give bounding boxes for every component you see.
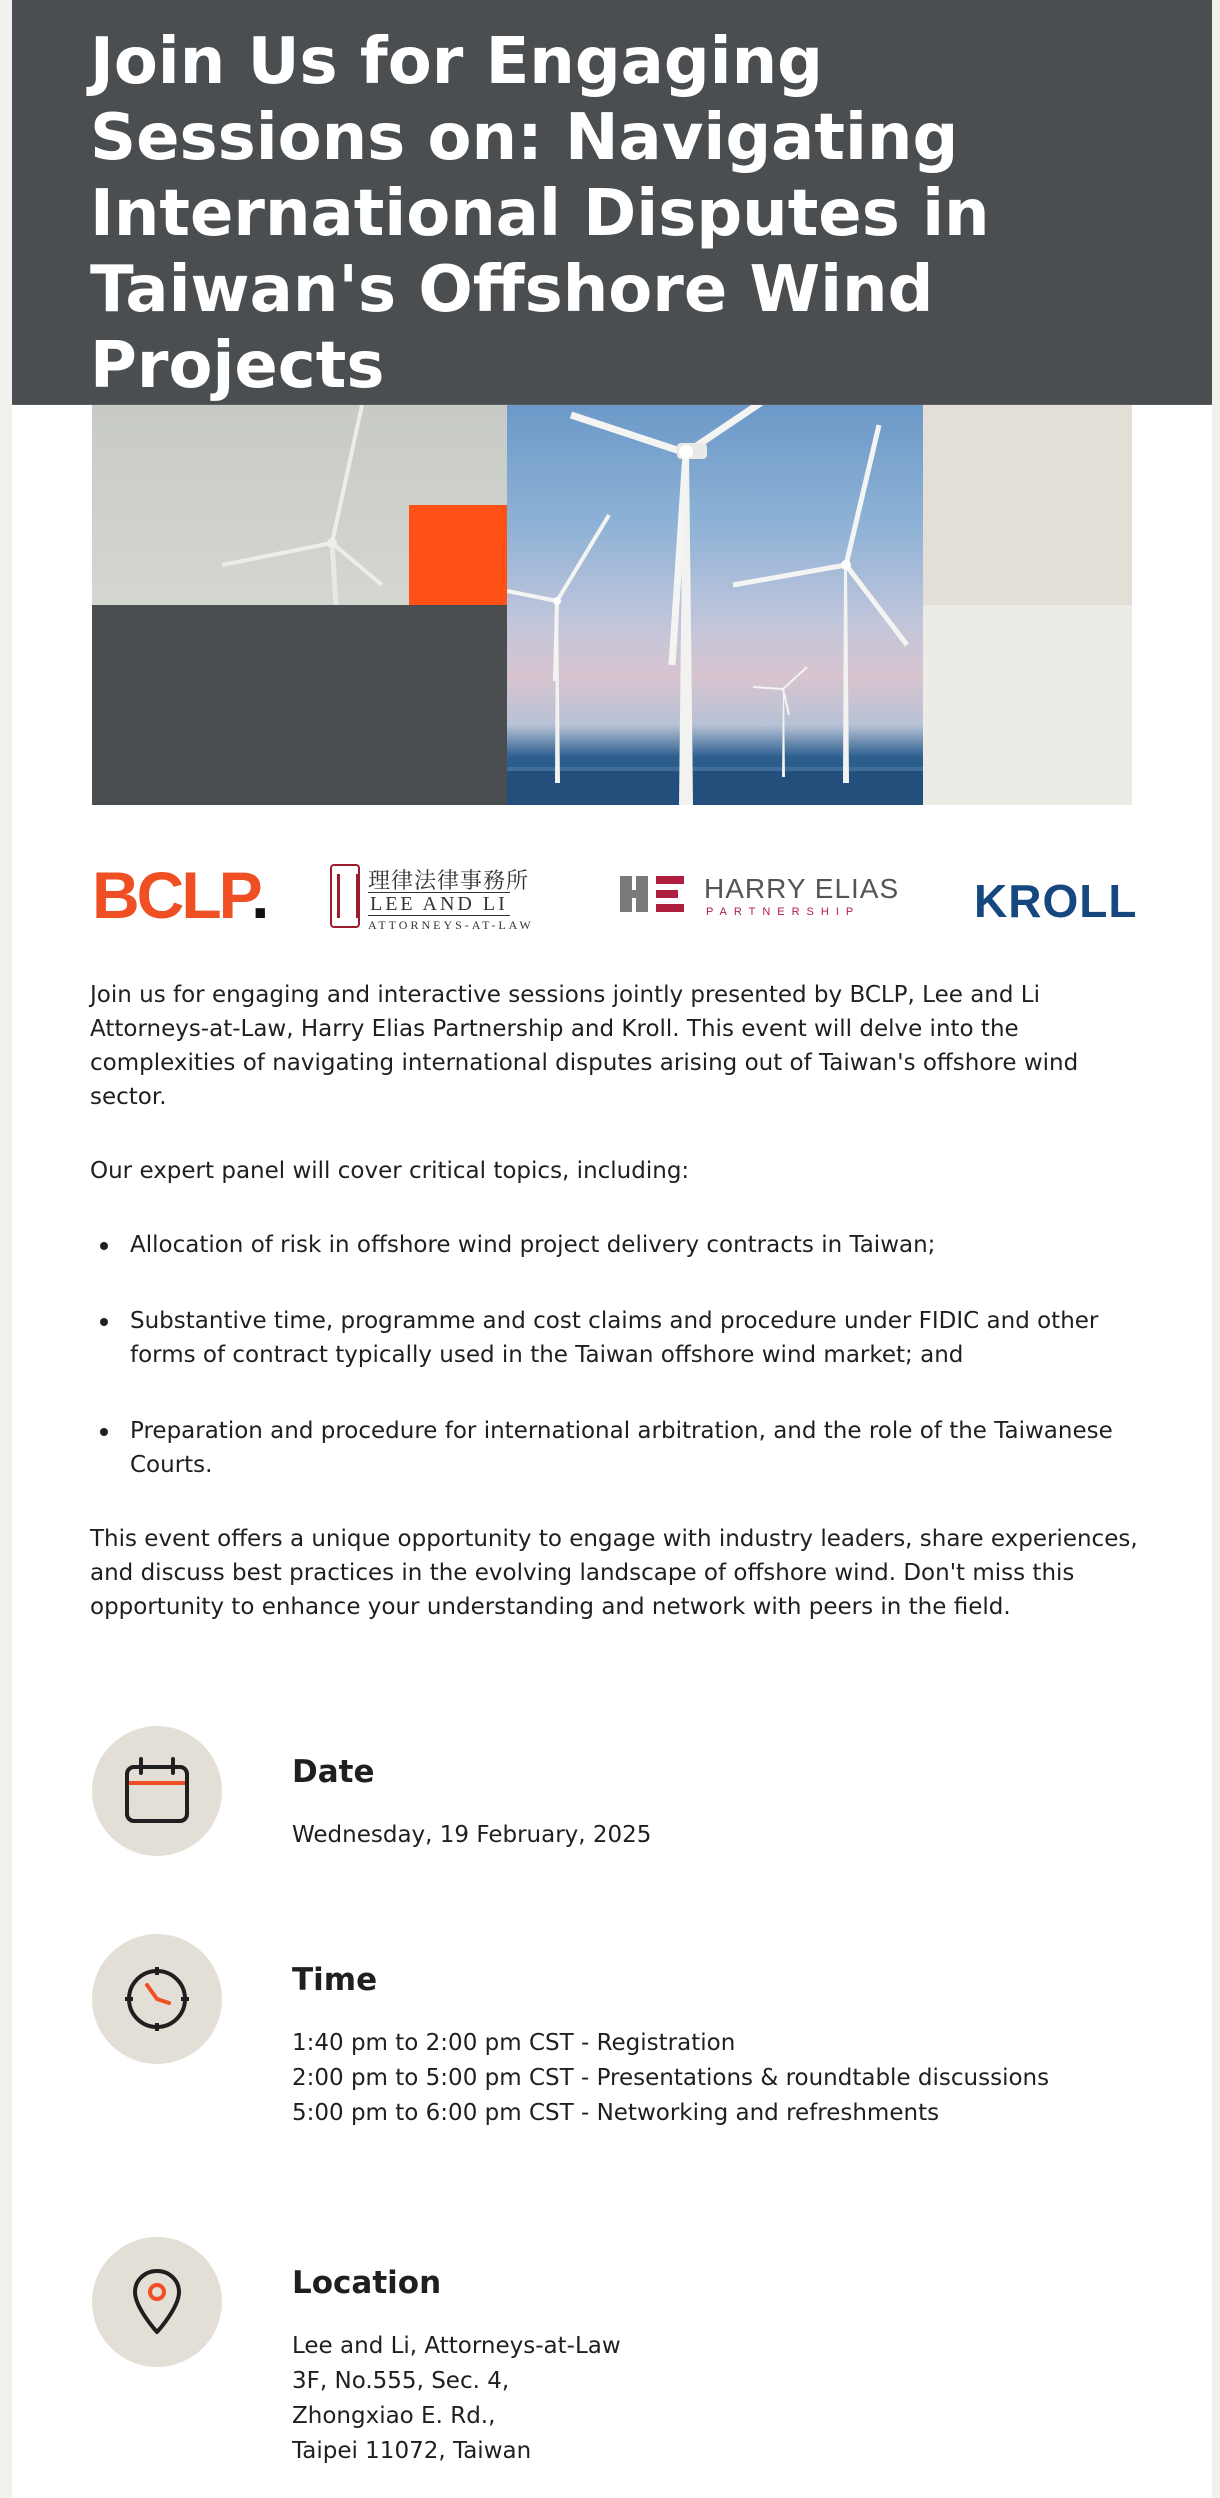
page-title: Join Us for Engaging Sessions on: Navigating International Disputes in Taiwan's Offshore Wind Projects (90, 25, 990, 403)
date-value-block (292, 1818, 651, 1853)
date-section (92, 1726, 1092, 1866)
topics-list (90, 1228, 1140, 1482)
location-line: 3F, No.555, Sec. 4, (292, 2368, 510, 2394)
location-section (92, 2237, 1092, 2477)
hero-dark-panel (92, 605, 507, 805)
time-heading: Time (292, 1962, 378, 1998)
list-item: Preparation and procedure for international arbitration, and the role of the Taiwanese Courts. (90, 1414, 1140, 1482)
calendar-icon (123, 1757, 191, 1825)
closing-paragraph: This event offers a unique opportunity to engage with industry leaders, share experiences, and discuss best practices in the evolving landscape of offshore wind. Don't miss this opportunity to enhance your understanding and network with peers in the field. (90, 1526, 1138, 1620)
time-icon-circle (92, 1934, 222, 2064)
hero-turbine-photo (507, 405, 923, 805)
clock-icon (123, 1965, 191, 2033)
date-heading: Date (292, 1754, 375, 1790)
time-line: 2:00 pm to 5:00 pm CST - Presentations & roundtable discussions (292, 2065, 1050, 2091)
location-pin-icon (123, 2268, 191, 2336)
hero-collage (92, 405, 1132, 805)
time-section (92, 1934, 1092, 2134)
harry-elias-logo: HARRY ELIAS PARTNERSHIP (620, 874, 920, 934)
panel-intro: Our expert panel will cover critical topics, including: (90, 1158, 690, 1184)
kroll-logo: KROLL (974, 875, 1138, 927)
time-line: 1:40 pm to 2:00 pm CST - Registration (292, 2030, 736, 2056)
hero-orange-square (409, 505, 507, 605)
hero-beige-panel (923, 405, 1132, 605)
date-value: Wednesday, 19 February, 2025 (292, 1822, 652, 1848)
wind-turbines-icon (507, 405, 923, 805)
lee-and-li-seal-icon (330, 864, 360, 928)
hero-light-panel (923, 605, 1132, 805)
harry-elias-mark-icon (620, 874, 684, 914)
event-description (90, 978, 1140, 1624)
time-lines (292, 2026, 1049, 2131)
time-line: 5:00 pm to 6:00 pm CST - Networking and refreshments (292, 2100, 940, 2126)
location-line: Zhongxiao E. Rd., (292, 2403, 496, 2429)
location-lines (292, 2329, 621, 2469)
date-icon-circle (92, 1726, 222, 1856)
list-item: Allocation of risk in offshore wind project delivery contracts in Taiwan; (90, 1228, 1140, 1262)
lee-and-li-logo: 理律法律事務所 LEE AND LI ATTORNEYS-AT-LAW (330, 864, 550, 930)
intro-paragraph: Join us for engaging and interactive sessions jointly presented by BCLP, Lee and Li Attorneys-at-Law, Harry Elias Partnership and Kroll. This event will delve into the complexities of navigating international disputes arising out of Taiwan's offshore wind sector. (90, 982, 1079, 1110)
email-page (12, 0, 1212, 2498)
header-banner (12, 0, 1212, 405)
location-line: Taipei 11072, Taiwan (292, 2438, 532, 2464)
location-line: Lee and Li, Attorneys-at-Law (292, 2333, 621, 2359)
location-heading: Location (292, 2265, 442, 2301)
partner-logos (92, 858, 1138, 940)
location-icon-circle (92, 2237, 222, 2367)
list-item: Substantive time, programme and cost claims and procedure under FIDIC and other forms of contract typically used in the Taiwan offshore wind market; and (90, 1304, 1140, 1372)
bclp-logo: BCLP. (92, 858, 267, 932)
